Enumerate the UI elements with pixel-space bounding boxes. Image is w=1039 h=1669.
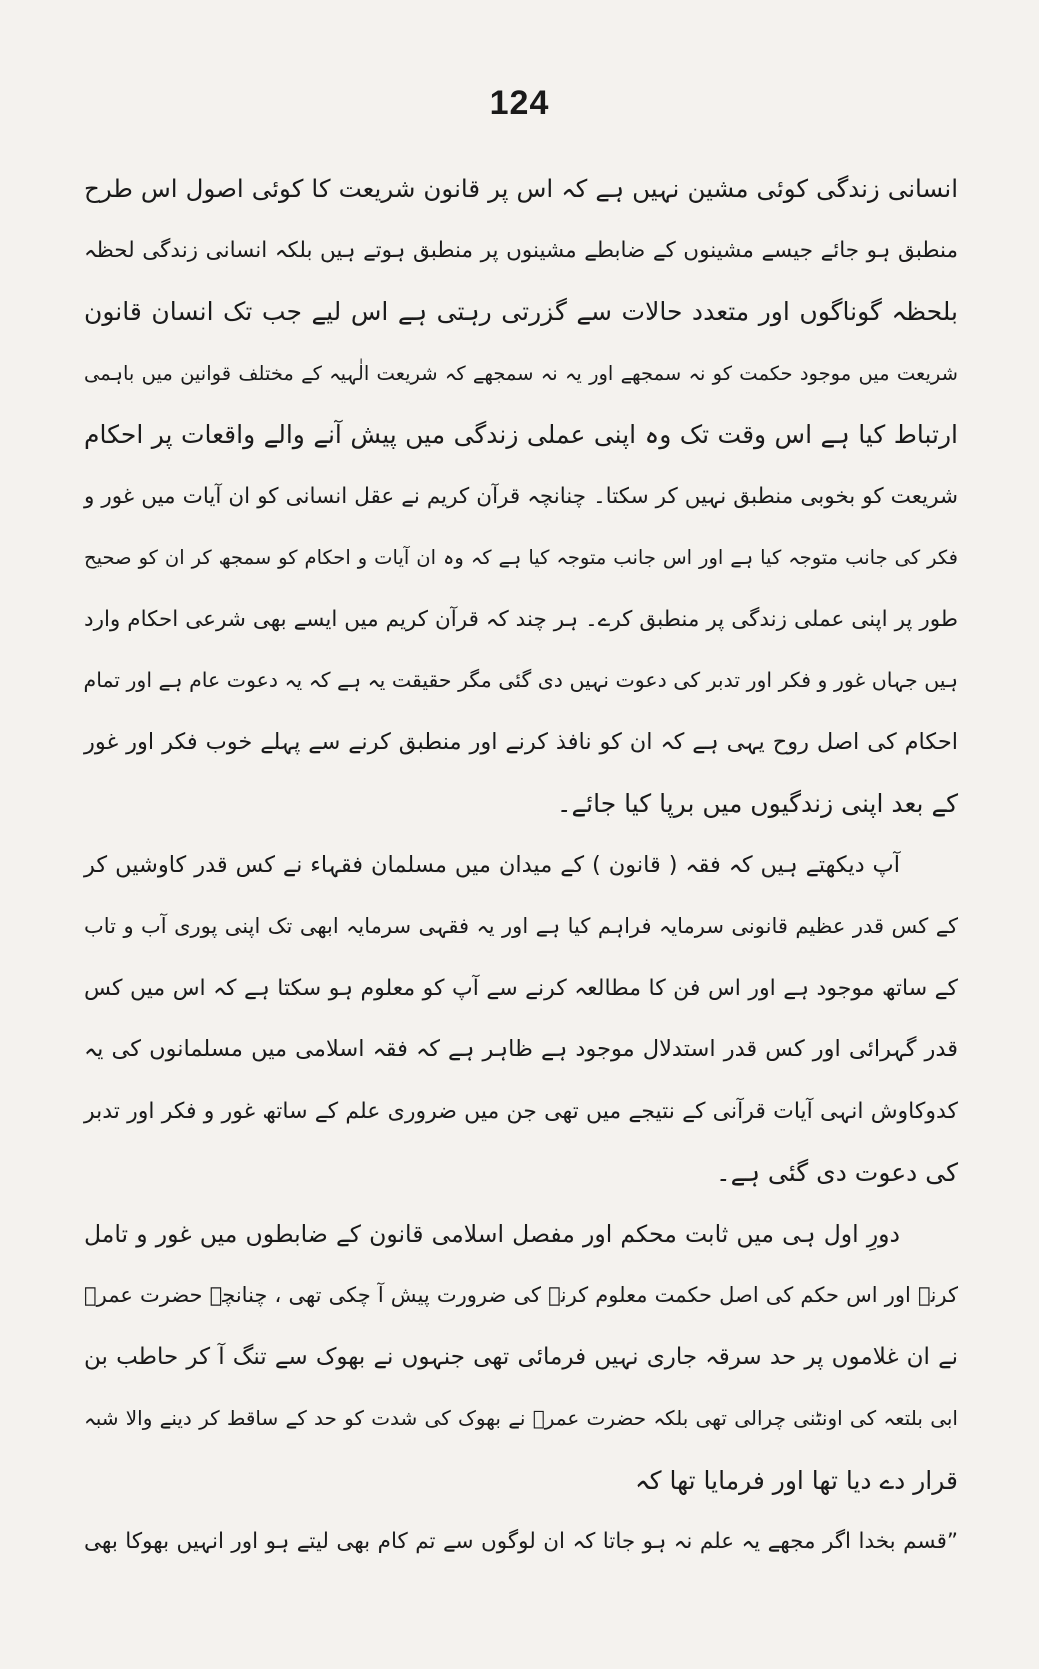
text-line: طور پر اپنی عملی زندگی پر منطبق کرے۔ ہر چند کہ قرآن کریم میں ایسے بھی شرعی احکام وارد — [84, 606, 958, 632]
text-line: شریعت کو بخوبی منطبق نہیں کر سکتا۔ چنانچہ قرآن کریم نے عقل انسانی کو ان آیات میں غور و — [84, 483, 958, 509]
text-line: دورِ اول ہی میں ثابت محکم اور مفصل اسلامی قانون کے ضابطوں میں غور و تامل — [84, 1219, 900, 1248]
text-line: کے کس قدر عظیم قانونی سرمایہ فراہم کیا ہے اور یہ فقہی سرمایہ ابھی تک اپنی پوری آب و تاب — [84, 914, 958, 938]
text-line: احکام کی اصل روح یہی ہے کہ ان کو نافذ کرنے اور منطبق کرنے سے پہلے خوب فکر اور غور — [84, 728, 958, 755]
page-number: 124 — [489, 84, 550, 122]
quote-line: ”قسم بخدا اگر مجھے یہ علم نہ ہو جاتا کہ ان لوگوں سے تم کام بھی لیتے ہو اور انہیں بھوکا بھی — [84, 1529, 958, 1554]
text-line: شریعت میں موجود حکمت کو نہ سمجھے اور یہ نہ سمجھے کہ شریعت الٰہیہ کے مختلف قوانین میں باہمی — [84, 361, 958, 385]
text-line: نے ان غلاموں پر حد سرقہ جاری نہیں فرمائی تھی جنہوں نے بھوک سے تنگ آ کر حاطب بن — [84, 1343, 958, 1370]
text-line: قدر گہرائی اور کس قدر استدلال موجود ہے ظاہر ہے کہ فقہ اسلامی میں مسلمانوں کی یہ — [84, 1036, 958, 1062]
text-line: قرار دے دیا تھا اور فرمایا تھا کہ — [634, 1465, 958, 1495]
text-line: ارتباط کیا ہے اس وقت تک وہ اپنی عملی زندگی میں پیش آنے والے واقعات پر احکام — [84, 420, 958, 449]
text-line: کرنے اور اس حکم کی اصل حکمت معلوم کرنے کی ضرورت پیش آ چکی تھی ، چنانچہ حضرت عمرؓ — [84, 1283, 958, 1307]
text-line: بلحظہ گوناگوں اور متعدد حالات سے گزرتی رہتی ہے اس لیے جب تک انسان قانون — [84, 297, 958, 326]
page-body — [84, 158, 958, 1573]
text-line: ہیں جہاں غور و فکر اور تدبر کی دعوت نہیں دی گئی مگر حقیقت یہ ہے کہ یہ دعوت عام ہے اور تمام — [83, 668, 958, 692]
text-line: انسانی زندگی کوئی مشین نہیں ہے کہ اس پر قانون شریعت کا کوئی اصول اس طرح — [84, 174, 958, 203]
text-line: ابی بلتعہ کی اونٹنی چرالی تھی بلکہ حضرت عمرؓ نے بھوک کی شدت کو حد کے ساقط کر دینے والا شبہ — [84, 1406, 958, 1430]
text-line: کدوکاوش انہی آیات قرآنی کے نتیجے میں تھی جن میں ضروری علم کے ساتھ غور و فکر اور تدبر — [84, 1098, 958, 1124]
text-line: فکر کی جانب متوجہ کیا ہے اور اس جانب متوجہ کیا ہے کہ وہ ان آیات و احکام کو سمجھ کر ان کو صحیح — [84, 546, 958, 569]
text-line: آپ دیکھتے ہیں کہ فقہ ( قانون ) کے میدان میں مسلمان فقہاء نے کس قدر کاوشیں کر — [84, 851, 900, 878]
text-line: کے ساتھ موجود ہے اور اس فن کا مطالعہ کرنے سے آپ کو معلوم ہو سکتا ہے کہ اس میں کس — [84, 975, 958, 1001]
text-line: منطبق ہو جائے جیسے مشینوں کے ضابطے مشینوں پر منطبق ہوتے ہیں بلکہ انسانی زندگی لحظہ — [84, 237, 958, 263]
text-line: کے بعد اپنی زندگیوں میں برپا کیا جائے۔ — [556, 789, 958, 818]
text-line: کی دعوت دی گئی ہے۔ — [716, 1158, 958, 1187]
